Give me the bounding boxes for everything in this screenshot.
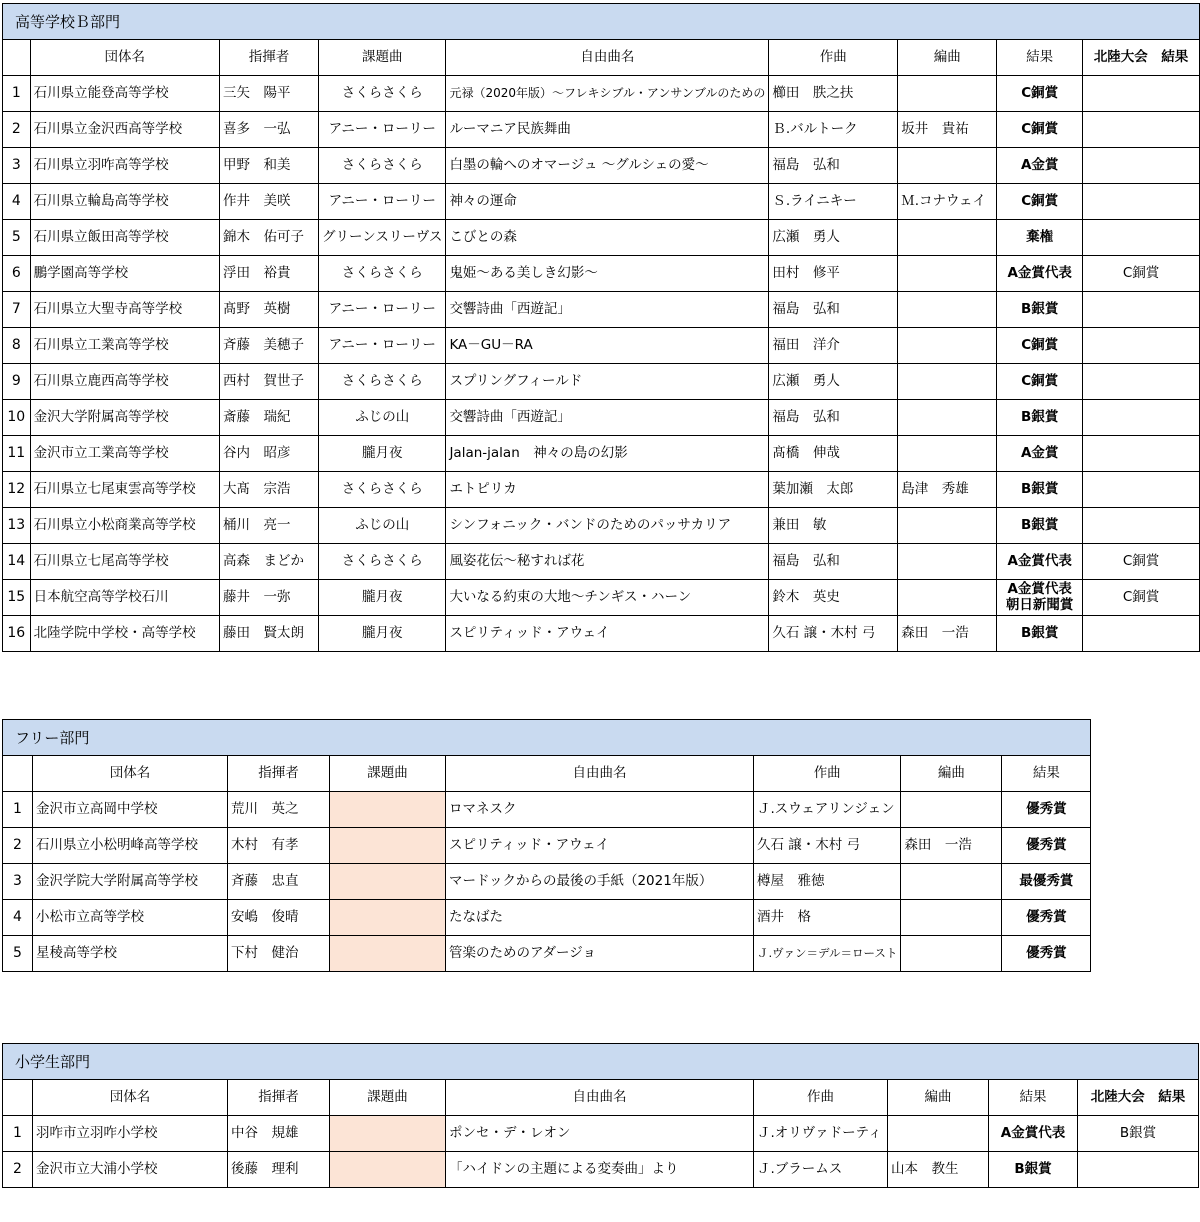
conductor: 斉藤 美穂子 bbox=[220, 328, 319, 364]
arranger bbox=[888, 1116, 989, 1152]
result: A金賞代表 bbox=[997, 544, 1083, 580]
conductor: 斎藤 瑞紀 bbox=[220, 400, 319, 436]
conductor: 荒川 英之 bbox=[228, 792, 330, 828]
kadai-song-empty bbox=[330, 1116, 446, 1152]
free-song: エトピリカ bbox=[446, 472, 769, 508]
conductor: 作井 美咲 bbox=[220, 184, 319, 220]
arranger bbox=[898, 436, 997, 472]
free-song: 交響詩曲「西遊記」 bbox=[446, 400, 769, 436]
section-elem bbox=[2, 1043, 1199, 1188]
header-kadai: 課題曲 bbox=[330, 1080, 446, 1116]
header-kadai: 課題曲 bbox=[330, 756, 446, 792]
conductor: 斉藤 忠直 bbox=[228, 864, 330, 900]
kadai-song-empty bbox=[330, 1152, 446, 1188]
free-song: スピリティッド・アウェイ bbox=[446, 616, 769, 652]
group-name: 北陸学院中学校・高等学校 bbox=[30, 616, 219, 652]
section-free bbox=[2, 719, 1091, 972]
conductor: 浮田 裕貴 bbox=[220, 256, 319, 292]
kadai-song-empty bbox=[330, 900, 446, 936]
table-free bbox=[2, 719, 1091, 972]
section-title: フリー部門 bbox=[3, 720, 1091, 756]
row-number: 7 bbox=[3, 292, 31, 328]
result: C銅賞 bbox=[997, 112, 1083, 148]
table-row bbox=[3, 364, 1200, 400]
conductor: 大髙 宗浩 bbox=[220, 472, 319, 508]
composer: Ｊ.ブラームス bbox=[754, 1152, 888, 1188]
table-row bbox=[3, 220, 1200, 256]
group-name: 石川県立金沢西高等学校 bbox=[30, 112, 219, 148]
result: 優秀賞 bbox=[1002, 900, 1091, 936]
group-name: 金沢市立高岡中学校 bbox=[33, 792, 228, 828]
table-row bbox=[3, 256, 1200, 292]
result: 優秀賞 bbox=[1002, 828, 1091, 864]
header-group: 団体名 bbox=[33, 1080, 228, 1116]
arranger bbox=[898, 148, 997, 184]
composer: 鈴木 英史 bbox=[769, 580, 898, 616]
row-number: 4 bbox=[3, 184, 31, 220]
free-song: 元禄（2020年版）～フレキシブル・アンサンブルのための bbox=[446, 76, 769, 112]
composer: 福田 洋介 bbox=[769, 328, 898, 364]
row-number: 13 bbox=[3, 508, 31, 544]
arranger bbox=[901, 936, 1002, 972]
kadai-song: さくらさくら bbox=[319, 364, 446, 400]
composer: 広瀬 勇人 bbox=[769, 364, 898, 400]
row-number: 3 bbox=[3, 148, 31, 184]
kadai-song-empty bbox=[330, 864, 446, 900]
table-row bbox=[3, 184, 1200, 220]
free-song: 白墨の輪へのオマージュ ～グルシェの愛～ bbox=[446, 148, 769, 184]
composer: 髙橋 伸哉 bbox=[769, 436, 898, 472]
header-composer: 作曲 bbox=[754, 756, 901, 792]
conductor: 藤井 一弥 bbox=[220, 580, 319, 616]
composer: 久石 譲・木村 弓 bbox=[769, 616, 898, 652]
hokuriku-result: C銅賞 bbox=[1083, 544, 1200, 580]
arranger bbox=[901, 864, 1002, 900]
hokuriku-result bbox=[1083, 148, 1200, 184]
header-composer: 作曲 bbox=[769, 40, 898, 76]
composer: 福島 弘和 bbox=[769, 544, 898, 580]
kadai-song: ふじの山 bbox=[319, 400, 446, 436]
hokuriku-result bbox=[1083, 472, 1200, 508]
group-name: 石川県立飯田高等学校 bbox=[30, 220, 219, 256]
row-number: 9 bbox=[3, 364, 31, 400]
arranger: 森田 一浩 bbox=[898, 616, 997, 652]
group-name: 金沢学院大学附属高等学校 bbox=[33, 864, 228, 900]
group-name: 石川県立能登高等学校 bbox=[30, 76, 219, 112]
result: B銀賞 bbox=[997, 400, 1083, 436]
header-hokuriku: 北陸大会 結果 bbox=[1078, 1080, 1199, 1116]
conductor: 三矢 陽平 bbox=[220, 76, 319, 112]
table-b bbox=[2, 3, 1200, 652]
composer: Ｂ.バルトーク bbox=[769, 112, 898, 148]
row-number: 6 bbox=[3, 256, 31, 292]
result: B銀賞 bbox=[997, 472, 1083, 508]
header-free: 自由曲名 bbox=[446, 1080, 754, 1116]
result: C銅賞 bbox=[997, 364, 1083, 400]
arranger bbox=[898, 508, 997, 544]
table-row bbox=[3, 616, 1200, 652]
table-row bbox=[3, 1152, 1199, 1188]
row-number: 11 bbox=[3, 436, 31, 472]
row-number: 1 bbox=[3, 792, 33, 828]
group-name: 石川県立輪島高等学校 bbox=[30, 184, 219, 220]
arranger: 坂井 貴祐 bbox=[898, 112, 997, 148]
conductor: 甲野 和美 bbox=[220, 148, 319, 184]
hokuriku-result bbox=[1083, 616, 1200, 652]
header-row bbox=[3, 756, 1091, 792]
row-number: 2 bbox=[3, 112, 31, 148]
hokuriku-result bbox=[1083, 400, 1200, 436]
hokuriku-result bbox=[1083, 508, 1200, 544]
kadai-song: 朧月夜 bbox=[319, 580, 446, 616]
conductor: 藤田 賢太朗 bbox=[220, 616, 319, 652]
composer: Ｊ.ヴァン＝デル＝ロースト bbox=[754, 936, 901, 972]
section-b bbox=[2, 3, 1200, 652]
row-number: 2 bbox=[3, 1152, 33, 1188]
row-number: 12 bbox=[3, 472, 31, 508]
result: B銀賞 bbox=[997, 508, 1083, 544]
header-conductor: 指揮者 bbox=[228, 756, 330, 792]
header-result: 結果 bbox=[1002, 756, 1091, 792]
section-title: 小学生部門 bbox=[3, 1044, 1199, 1080]
hokuriku-result bbox=[1083, 112, 1200, 148]
free-song: ルーマニア民族舞曲 bbox=[446, 112, 769, 148]
hokuriku-result bbox=[1083, 76, 1200, 112]
arranger bbox=[898, 256, 997, 292]
group-name: 星稜高等学校 bbox=[33, 936, 228, 972]
table-row bbox=[3, 400, 1200, 436]
group-name: 金沢大学附属高等学校 bbox=[30, 400, 219, 436]
table-row bbox=[3, 436, 1200, 472]
result: 優秀賞 bbox=[1002, 936, 1091, 972]
composer: 田村 修平 bbox=[769, 256, 898, 292]
conductor: 高森 まどか bbox=[220, 544, 319, 580]
composer: 樽屋 雅徳 bbox=[754, 864, 901, 900]
result bbox=[997, 580, 1083, 616]
arranger bbox=[898, 580, 997, 616]
result-line-2: 朝日新聞賞 bbox=[1005, 596, 1074, 613]
free-song: スピリティッド・アウェイ bbox=[446, 828, 754, 864]
composer: 酒井 格 bbox=[754, 900, 901, 936]
row-number: 3 bbox=[3, 864, 33, 900]
row-number: 2 bbox=[3, 828, 33, 864]
conductor: 谷内 昭彦 bbox=[220, 436, 319, 472]
composer: 福島 弘和 bbox=[769, 292, 898, 328]
kadai-song: 朧月夜 bbox=[319, 616, 446, 652]
arranger bbox=[901, 792, 1002, 828]
group-name: 羽咋市立羽咋小学校 bbox=[33, 1116, 228, 1152]
group-name: 金沢市立大浦小学校 bbox=[33, 1152, 228, 1188]
header-free: 自由曲名 bbox=[446, 40, 769, 76]
arranger bbox=[898, 364, 997, 400]
conductor: 安嶋 俊晴 bbox=[228, 900, 330, 936]
row-number: 8 bbox=[3, 328, 31, 364]
kadai-song: さくらさくら bbox=[319, 544, 446, 580]
table-row bbox=[3, 292, 1200, 328]
result: 優秀賞 bbox=[1002, 792, 1091, 828]
free-song: たなばた bbox=[446, 900, 754, 936]
arranger bbox=[898, 292, 997, 328]
header-arranger: 編曲 bbox=[888, 1080, 989, 1116]
free-song: ポンセ・デ・レオン bbox=[446, 1116, 754, 1152]
free-song: 神々の運命 bbox=[446, 184, 769, 220]
composer: 福島 弘和 bbox=[769, 400, 898, 436]
arranger: 山本 教生 bbox=[888, 1152, 989, 1188]
conductor: 髙野 英樹 bbox=[220, 292, 319, 328]
kadai-song-empty bbox=[330, 792, 446, 828]
result: 棄権 bbox=[997, 220, 1083, 256]
table-row bbox=[3, 508, 1200, 544]
group-name: 石川県立小松明峰高等学校 bbox=[33, 828, 228, 864]
hokuriku-result bbox=[1083, 328, 1200, 364]
group-name: 小松市立高等学校 bbox=[33, 900, 228, 936]
arranger bbox=[898, 76, 997, 112]
hokuriku-result: C銅賞 bbox=[1083, 256, 1200, 292]
composer: 兼田 敏 bbox=[769, 508, 898, 544]
arranger bbox=[901, 900, 1002, 936]
header-kadai: 課題曲 bbox=[319, 40, 446, 76]
group-name: 石川県立工業高等学校 bbox=[30, 328, 219, 364]
composer: 福島 弘和 bbox=[769, 148, 898, 184]
arranger: 島津 秀雄 bbox=[898, 472, 997, 508]
table-row bbox=[3, 580, 1200, 616]
conductor: 木村 有孝 bbox=[228, 828, 330, 864]
header-hokuriku: 北陸大会 結果 bbox=[1083, 40, 1200, 76]
kadai-song-empty bbox=[330, 936, 446, 972]
header-free: 自由曲名 bbox=[446, 756, 754, 792]
table-row bbox=[3, 76, 1200, 112]
arranger bbox=[898, 544, 997, 580]
conductor: 西村 賀世子 bbox=[220, 364, 319, 400]
hokuriku-result bbox=[1083, 292, 1200, 328]
table-row bbox=[3, 544, 1200, 580]
kadai-song-empty bbox=[330, 828, 446, 864]
row-number: 10 bbox=[3, 400, 31, 436]
conductor: 錦木 佑可子 bbox=[220, 220, 319, 256]
free-song: 「ハイドンの主題による変奏曲」より bbox=[446, 1152, 754, 1188]
header-arranger: 編曲 bbox=[898, 40, 997, 76]
result: B銀賞 bbox=[989, 1152, 1078, 1188]
header-result: 結果 bbox=[989, 1080, 1078, 1116]
header-conductor: 指揮者 bbox=[228, 1080, 330, 1116]
hokuriku-result bbox=[1083, 184, 1200, 220]
row-number: 15 bbox=[3, 580, 31, 616]
result: A金賞代表 bbox=[989, 1116, 1078, 1152]
row-number: 4 bbox=[3, 900, 33, 936]
conductor: 下村 健治 bbox=[228, 936, 330, 972]
group-name: 日本航空高等学校石川 bbox=[30, 580, 219, 616]
header-arranger: 編曲 bbox=[901, 756, 1002, 792]
arranger: Ｍ.コナウェイ bbox=[898, 184, 997, 220]
composer: Ｊ.オリヴァドーティ bbox=[754, 1116, 888, 1152]
table-row bbox=[3, 936, 1091, 972]
kadai-song: ふじの山 bbox=[319, 508, 446, 544]
result-line-1: A金賞代表 bbox=[1007, 580, 1072, 597]
free-song: 鬼姫～ある美しき幻影～ bbox=[446, 256, 769, 292]
row-number: 16 bbox=[3, 616, 31, 652]
kadai-song: アニー・ローリー bbox=[319, 292, 446, 328]
table-row bbox=[3, 328, 1200, 364]
kadai-song: さくらさくら bbox=[319, 148, 446, 184]
arranger bbox=[898, 328, 997, 364]
free-song: 風姿花伝～秘すれば花 bbox=[446, 544, 769, 580]
result: A金賞 bbox=[997, 148, 1083, 184]
result: C銅賞 bbox=[997, 76, 1083, 112]
composer: Ｓ.ライニキー bbox=[769, 184, 898, 220]
hokuriku-result: C銅賞 bbox=[1083, 580, 1200, 616]
kadai-song: さくらさくら bbox=[319, 472, 446, 508]
row-number: 5 bbox=[3, 936, 33, 972]
kadai-song: アニー・ローリー bbox=[319, 328, 446, 364]
result: A金賞 bbox=[997, 436, 1083, 472]
header-composer: 作曲 bbox=[754, 1080, 888, 1116]
result: 最優秀賞 bbox=[1002, 864, 1091, 900]
table-row bbox=[3, 792, 1091, 828]
free-song: ロマネスク bbox=[446, 792, 754, 828]
conductor: 喜多 一弘 bbox=[220, 112, 319, 148]
kadai-song: 朧月夜 bbox=[319, 436, 446, 472]
result: C銅賞 bbox=[997, 184, 1083, 220]
group-name: 金沢市立工業高等学校 bbox=[30, 436, 219, 472]
row-number: 1 bbox=[3, 1116, 33, 1152]
group-name: 石川県立鹿西高等学校 bbox=[30, 364, 219, 400]
kadai-song: さくらさくら bbox=[319, 256, 446, 292]
composer: Ｊ.スウェアリンジェン bbox=[754, 792, 901, 828]
section-title: 高等学校Ｂ部門 bbox=[3, 4, 1200, 40]
hokuriku-result bbox=[1083, 436, 1200, 472]
table-row bbox=[3, 828, 1091, 864]
header-row bbox=[3, 40, 1200, 76]
group-name: 石川県立羽咋高等学校 bbox=[30, 148, 219, 184]
kadai-song: グリーンスリーヴス bbox=[319, 220, 446, 256]
free-song: 大いなる約束の大地～チンギス・ハーン bbox=[446, 580, 769, 616]
free-song: KA－GU－RA bbox=[446, 328, 769, 364]
result: A金賞代表 bbox=[997, 256, 1083, 292]
result: B銀賞 bbox=[997, 616, 1083, 652]
header-result: 結果 bbox=[997, 40, 1083, 76]
group-name: 石川県立小松商業高等学校 bbox=[30, 508, 219, 544]
hokuriku-result bbox=[1083, 364, 1200, 400]
header-conductor: 指揮者 bbox=[220, 40, 319, 76]
table-row bbox=[3, 472, 1200, 508]
composer: 葉加瀬 太郎 bbox=[769, 472, 898, 508]
table-elem bbox=[2, 1043, 1199, 1188]
hokuriku-result: B銀賞 bbox=[1078, 1116, 1199, 1152]
table-row bbox=[3, 864, 1091, 900]
header-row bbox=[3, 1080, 1199, 1116]
free-song: 交響詩曲「西遊記」 bbox=[446, 292, 769, 328]
arranger bbox=[898, 400, 997, 436]
free-song: 管楽のためのアダージョ bbox=[446, 936, 754, 972]
free-song: スプリングフィールド bbox=[446, 364, 769, 400]
kadai-song: アニー・ローリー bbox=[319, 112, 446, 148]
result: C銅賞 bbox=[997, 328, 1083, 364]
group-name: 石川県立大聖寺高等学校 bbox=[30, 292, 219, 328]
table-row bbox=[3, 112, 1200, 148]
header-group: 団体名 bbox=[30, 40, 219, 76]
group-name: 石川県立七尾高等学校 bbox=[30, 544, 219, 580]
free-song: シンフォニック・バンドのためのパッサカリア bbox=[446, 508, 769, 544]
kadai-song: さくらさくら bbox=[319, 76, 446, 112]
group-name: 鵬学園高等学校 bbox=[30, 256, 219, 292]
conductor: 後藤 理利 bbox=[228, 1152, 330, 1188]
result: B銀賞 bbox=[997, 292, 1083, 328]
table-row bbox=[3, 1116, 1199, 1152]
table-row bbox=[3, 900, 1091, 936]
arranger: 森田 一浩 bbox=[901, 828, 1002, 864]
row-number: 1 bbox=[3, 76, 31, 112]
free-song: Jalan-jalan 神々の島の幻影 bbox=[446, 436, 769, 472]
composer: 広瀬 勇人 bbox=[769, 220, 898, 256]
conductor: 中谷 規雄 bbox=[228, 1116, 330, 1152]
row-number: 14 bbox=[3, 544, 31, 580]
row-number: 5 bbox=[3, 220, 31, 256]
conductor: 桶川 亮一 bbox=[220, 508, 319, 544]
hokuriku-result bbox=[1078, 1152, 1199, 1188]
kadai-song: アニー・ローリー bbox=[319, 184, 446, 220]
table-row bbox=[3, 148, 1200, 184]
arranger bbox=[898, 220, 997, 256]
composer: 櫛田 胅之扶 bbox=[769, 76, 898, 112]
header-group: 団体名 bbox=[33, 756, 228, 792]
free-song: マードックからの最後の手紙（2021年版） bbox=[446, 864, 754, 900]
free-song: こびとの森 bbox=[446, 220, 769, 256]
group-name: 石川県立七尾東雲高等学校 bbox=[30, 472, 219, 508]
hokuriku-result bbox=[1083, 220, 1200, 256]
composer: 久石 譲・木村 弓 bbox=[754, 828, 901, 864]
